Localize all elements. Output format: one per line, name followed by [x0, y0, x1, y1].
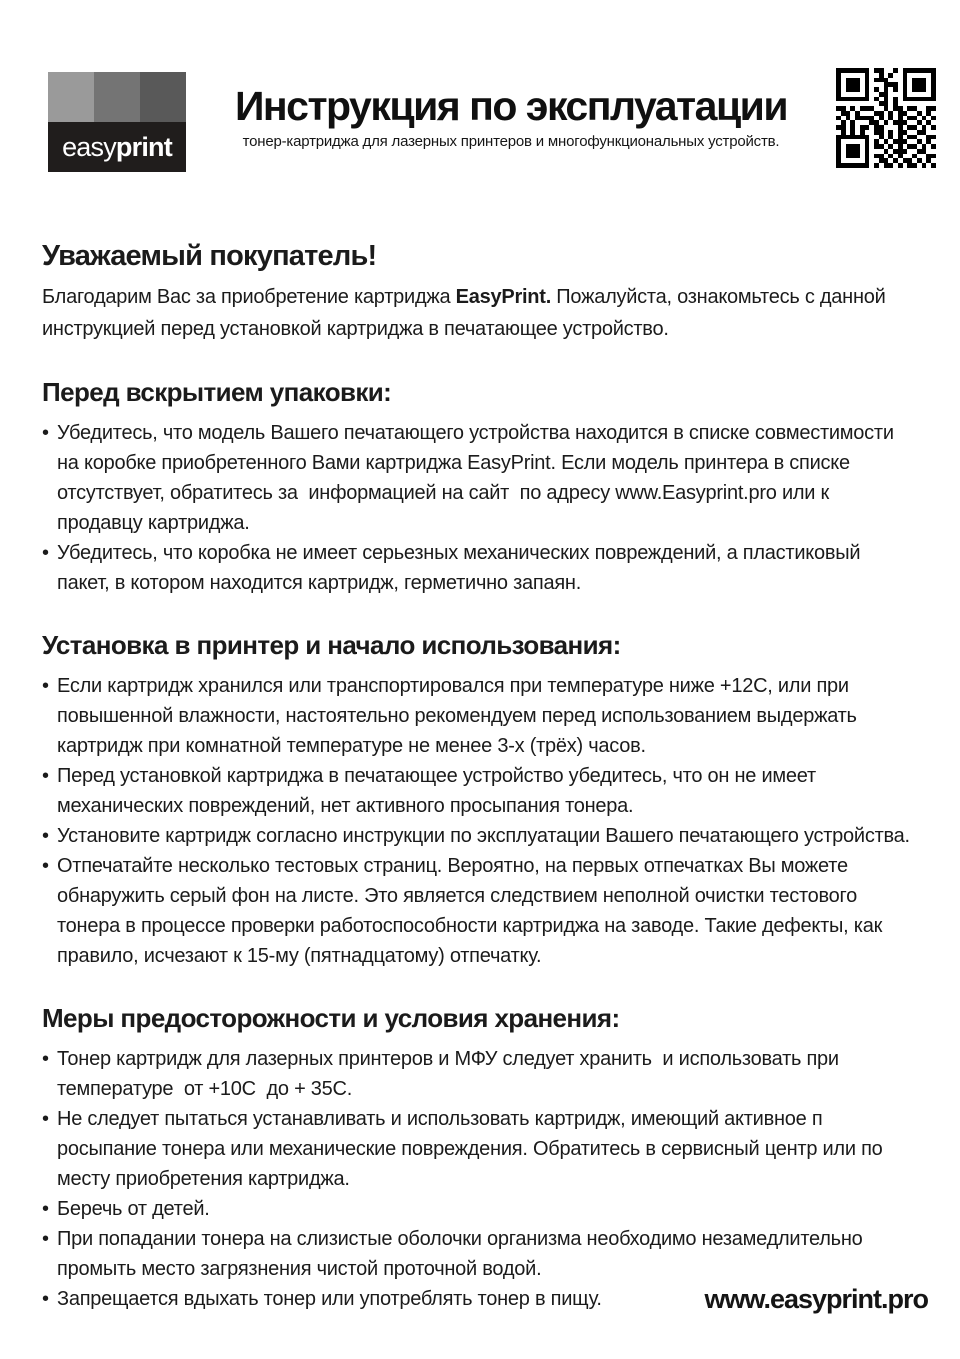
- greeting-text-after: Пожалуйста, ознакомьтесь с данной инструкцией перед установкой картриджа в печатающее устройство.: [42, 286, 886, 340]
- bullet-list-precautions: [42, 1044, 914, 1314]
- list-item: • Отпечатайте несколько тестовых страниц. Вероятно, на первых отпечатках Вы можете обнаружить серый фон на листе. Это является следствием неполной очистки тестового тонера в процессе проверки работоспособности картриджа на заводе. Такие дефекты, как правило, исчезают к 15-му (пятнадцатому) отпечатку.: [42, 851, 914, 971]
- easyprint-logo: [48, 72, 186, 172]
- list-item: • Запрещается вдыхать тонер или употреблять тонер в пищу.: [42, 1284, 914, 1314]
- logo-square: [94, 72, 140, 122]
- bullet-list-before-opening: [42, 418, 914, 598]
- greeting-text-before: Благодарим Вас за приобретение картриджа: [42, 286, 456, 308]
- page-header: [48, 72, 936, 172]
- section-heading-precautions: Меры предосторожности и условия хранения:: [42, 1003, 620, 1033]
- bullet-list-installation: [42, 671, 914, 971]
- list-item: • Перед установкой картриджа в печатающее устройство убедитесь, что он не имеет механических повреждений, нет активного просыпания тонера.: [42, 761, 914, 821]
- list-item: • Убедитесь, что коробка не имеет серьезных механических повреждений, а пластиковый пакет, в котором находится картридж, герметично запаян.: [42, 538, 914, 598]
- list-item: • Беречь от детей.: [42, 1194, 914, 1224]
- document-subtitle: тонер-картриджа для лазерных принтеров и многофункциональных устройств.: [242, 132, 780, 150]
- logo-text-print: print: [115, 131, 172, 162]
- qr-code: [836, 68, 936, 168]
- section-heading-before-opening: Перед вскрытием упаковки:: [42, 377, 392, 407]
- document-title: Инструкция по эксплуатации: [234, 83, 788, 129]
- list-item: • При попадании тонера на слизистые оболочки организма необходимо незамедлительно промыть место загрязнения чистой проточной водой.: [42, 1224, 914, 1284]
- list-item: • Установите картридж согласно инструкции по эксплуатации Вашего печатающего устройства.: [42, 821, 914, 851]
- brand-name-bold: EasyPrint.: [455, 286, 551, 308]
- greeting-heading: Уважаемый покупатель!: [42, 240, 377, 272]
- logo-square: [140, 72, 186, 122]
- document-title-block: [198, 84, 824, 150]
- logo-square: [48, 72, 94, 122]
- list-item: • Убедитесь, что модель Вашего печатающего устройства находится в списке совместимости на коробке приобретенного Вами картриджа EasyPrint. Если модель принтера в списке отсутствует, обратитесь за информацией на сайт по адресу www.Easyprint.pro или к продавцу картриджа.: [42, 418, 914, 538]
- list-item: • Не следует пытаться устанавливать и использовать картридж, имеющий активное п росыпание тонера или механические повреждения. Обратитесь в сервисный центр или по месту приобретения картриджа.: [42, 1104, 914, 1194]
- website-url: www.easyprint.pro: [704, 1284, 928, 1314]
- greeting-paragraph: [42, 281, 914, 345]
- document-body: [42, 240, 914, 1314]
- list-item: • Тонер картридж для лазерных принтеров и МФУ следует хранить и использовать при температуре от +10С до + 35С.: [42, 1044, 914, 1104]
- section-heading-installation: Установка в принтер и начало использования:: [42, 630, 621, 660]
- logo-wordmark: [48, 122, 186, 172]
- logo-text-easy: easy: [62, 131, 116, 162]
- logo-color-squares: [48, 72, 186, 122]
- list-item: • Если картридж хранился или транспортировался при температуре ниже +12С, или при повышенной влажности, настоятельно рекомендуем перед использованием выдержать картридж при комнатной температуре не менее 3-х (трёх) часов.: [42, 671, 914, 761]
